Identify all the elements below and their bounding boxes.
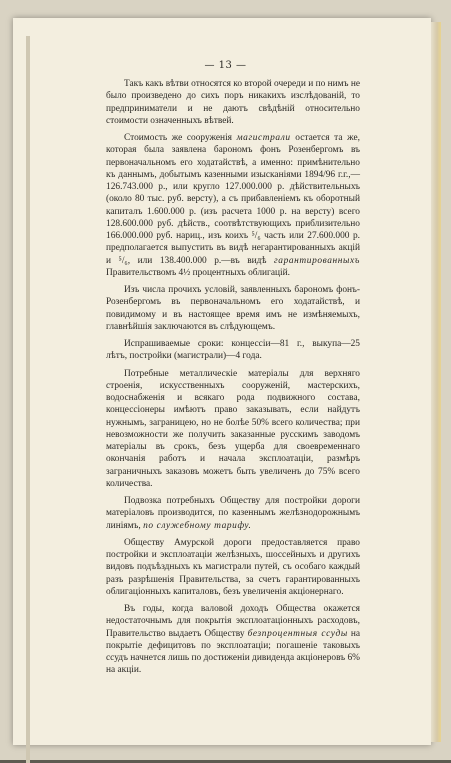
paragraph xyxy=(106,338,360,363)
text-run: остается та же, которая была заявлена барономъ фонъ Розенбергомъ въ первоначальномъ его ходатайствѣ, а именно: примѣнительно къ даннымъ, добытымъ казенными изысканіями 1894/96 г.г.,—126.743.000 р., или кругло 127.000.000 р. дѣйствительныхъ (около 80 тыс. руб. версту), а съ прибавленіемъ къ оборотный капиталъ 1.600.000 р. (изъ расчета 1000 р. на версту) всего 128.600.000 руб. дѣйств., соотвѣтствующихъ приблизительно 166.000.000 руб. нариц., изъ коихъ ⁵/₆ часть или 27.600.000 р. предполагается выпустить въ видѣ негарантированныхъ акцій и ⁵/₆, или 138.400.000 р.—въ видѣ xyxy=(106,133,360,266)
emphasized-text: по служебному тарифу. xyxy=(143,520,252,531)
emphasized-text: магистрали xyxy=(236,133,291,143)
text-run: Правительствомъ 4½ процентныхъ облигацій. xyxy=(106,267,291,278)
text-run: Стоимость же сооруженія xyxy=(124,133,237,143)
page-fore-edge xyxy=(431,22,441,742)
text-run: Подвозка потребныхъ Обществу для постройки дороги матеріаловъ производится, по казеннымъ желѣзнодорожнымъ линіямъ, xyxy=(106,496,360,531)
paragraph xyxy=(106,368,360,491)
emphasized-text: гарантированныхъ xyxy=(274,255,360,266)
paragraph xyxy=(106,603,360,677)
text-run: Обществу Амурской дороги предоставляется право постройки и эксплоатаціи желѣзныхъ, шоссейныхъ и другихъ видовъ подъѣздныхъ къ магистрали путей, съ особаго каждый разъ разрѣшенія Правительства, за счетъ гарантированныхъ облигаціонныхъ капиталовъ, безъ увеличенія акціонернаго. xyxy=(106,537,360,597)
paragraph xyxy=(106,132,360,279)
page-number: — 13 — xyxy=(204,60,247,71)
paragraph xyxy=(106,284,360,333)
text-run: Такъ какъ вѣтви относятся ко второй очереди и по нимъ не было произведено до сихъ поръ никакихъ изслѣдованій, то предприниматели и не даютъ свѣдѣній относительно стоимости означенныхъ вѣтвей. xyxy=(106,79,360,126)
text-run: на покрытіе дефицитовъ по эксплоатаціи; погашеніе таковыхъ ссудъ начнется лишь по достиженіи дивиденда акціонеровъ 6% на акціи. xyxy=(106,628,360,676)
text-run: Испрашиваемые сроки: концессіи—81 г., выкупа—25 лѣтъ, постройки (магистрали)—4 года. xyxy=(106,339,360,362)
text-run: Потребные металлическіе матеріалы для верхняго строенія, искусственныхъ сооруженій, мастерскихъ, водоснабженія и всякаго рода подвижного состава, концессіонеры имѣютъ право заказывать, если найдутъ нужнымъ, заграницею, но не болѣе 50% всего количества; при невозможности же получить заказанные русскимъ заводомъ матеріалы въ срокъ, безъ ущерба для своевременнаго окончанія работъ и начала эксплоатаціи, размѣръ заграничныхъ заказовъ можетъ быть увеличенъ до 75% всего количества. xyxy=(106,368,360,489)
paragraph xyxy=(106,495,360,532)
paragraph xyxy=(106,537,360,598)
text-run: Изъ числа прочихъ условій, заявленныхъ барономъ фонъ-Розенбергомъ въ первоначальномъ его ходатайствѣ, и повидимому и въ настоящее время имъ не измѣняемыхъ, главнѣйшія заключаются въ слѣдующемъ. xyxy=(106,285,360,332)
text-run: Въ годы, когда валовой доходъ Общества окажется недостаточнымъ для покрытія эксплоатаціонныхъ расходовъ, Правительство выдаетъ Обществу xyxy=(106,604,360,639)
body-text xyxy=(106,78,360,682)
page-gutter-shadow xyxy=(26,36,30,763)
emphasized-text: безпроцентныя ссуды xyxy=(247,628,348,639)
paragraph xyxy=(106,78,360,127)
